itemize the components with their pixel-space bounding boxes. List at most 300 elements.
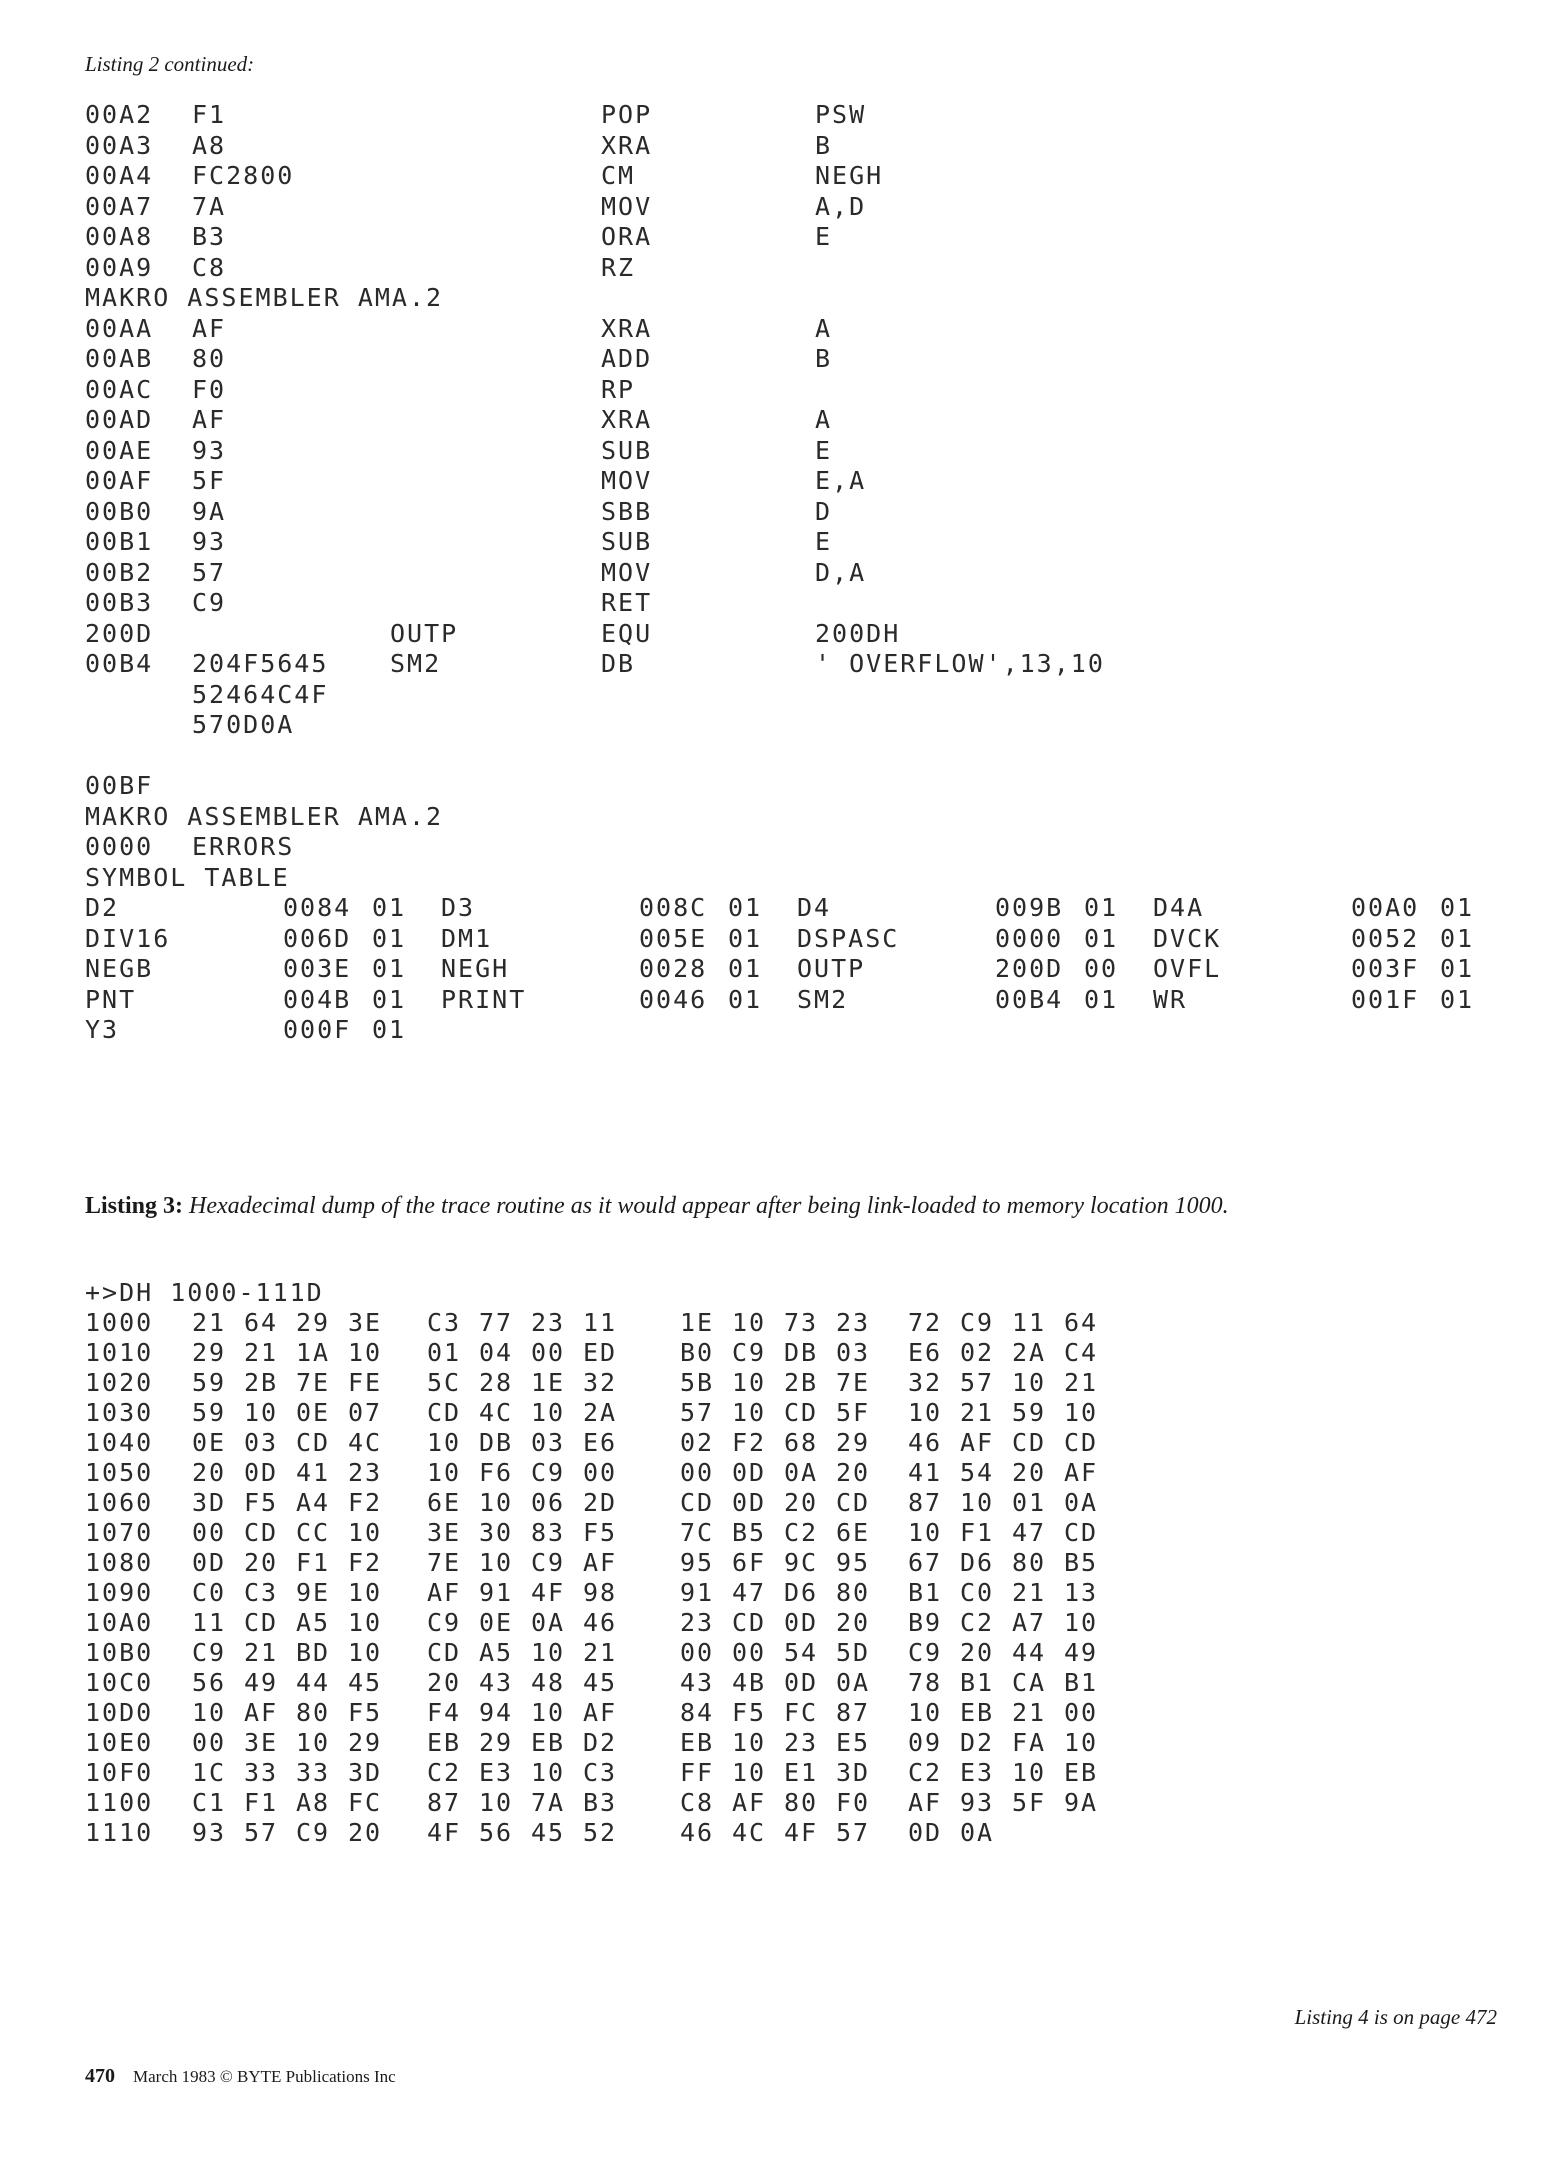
dump-byte: 43 [680,1668,715,1697]
line-label: OUTP [390,618,459,648]
symbol-name: DIV16 [85,923,171,953]
dump-byte: 29 [836,1428,871,1457]
dump-byte: 0D [908,1818,943,1847]
dump-byte: 4C [348,1428,383,1457]
line-operand: 200DH [815,618,901,648]
dump-byte: 0A [531,1608,566,1637]
line-object-code: F0 [192,374,227,404]
dump-byte: E5 [836,1728,871,1757]
dump-byte: 10 [1064,1608,1099,1637]
dump-byte: 10 [531,1758,566,1787]
symbol-value: 0046 [639,984,708,1014]
dump-byte: E3 [960,1758,995,1787]
dump-byte: 45 [531,1818,566,1847]
dump-byte: 2B [244,1368,279,1397]
dump-byte: CD [427,1638,462,1667]
dump-byte: BD [296,1638,331,1667]
line-opcode: MOV [601,557,653,587]
line-address: 00AF [85,466,154,495]
dump-byte: 1E [531,1368,566,1397]
dump-byte: CD [296,1428,331,1457]
line-opcode: POP [601,100,653,129]
dump-byte: 10 [908,1518,943,1547]
dump-byte: CD [836,1488,871,1517]
dump-byte: 9E [296,1578,331,1607]
line-opcode: XRA [601,405,653,434]
dump-byte: 02 [960,1338,995,1367]
symbol-name: D3 [441,893,476,922]
dump-address: 1080 [85,1548,154,1577]
dump-byte: CD [784,1398,819,1427]
dump-byte: 49 [1064,1638,1099,1667]
dump-byte: 23 [836,1308,871,1337]
dump-byte: 10 [732,1308,767,1337]
dump-byte: B5 [732,1518,767,1547]
dump-byte: 07 [348,1398,383,1427]
symbol-type: 01 [1440,954,1475,983]
dump-byte: 3D [836,1758,871,1787]
dump-byte: D2 [960,1728,995,1757]
dump-byte: 0D [784,1608,819,1637]
dump-byte: C0 [192,1578,227,1607]
dump-byte: 49 [244,1668,279,1697]
line-opcode: MOV [601,191,653,221]
dump-byte: 59 [192,1368,227,1397]
line-object-code: FC2800 [192,161,295,190]
line-address: 00A9 [85,252,154,282]
dump-byte: 20 [427,1668,462,1697]
symbol-type: 01 [372,923,407,953]
dump-byte: 29 [192,1338,227,1367]
dump-byte: 7E [427,1548,462,1577]
symbol-type: 01 [1440,893,1475,922]
dump-byte: C3 [427,1308,462,1337]
line-address: 00B2 [85,557,154,587]
dump-byte: 47 [1012,1518,1047,1547]
dump-byte: 09 [908,1728,943,1757]
dump-byte: CD [244,1518,279,1547]
dump-byte: 10 [479,1488,514,1517]
dump-address: 1110 [85,1818,154,1847]
dump-byte: 21 [1012,1698,1047,1727]
dump-byte: C3 [583,1758,618,1787]
symbol-type: 01 [728,954,763,983]
dump-byte: C0 [960,1578,995,1607]
symbol-value: 0000 [995,923,1064,953]
dump-byte: 20 [192,1458,227,1487]
symbol-name: NEGH [441,954,510,983]
symbol-name: DVCK [1153,923,1222,953]
line-object-code: C9 [192,588,227,617]
dump-byte: 10 [348,1578,383,1607]
dump-byte: C9 [732,1338,767,1367]
dump-byte: 10 [1064,1398,1099,1427]
dump-byte: 03 [244,1428,279,1457]
symbol-name: Y3 [85,1015,120,1044]
dump-byte: C9 [531,1548,566,1577]
dump-byte: 30 [479,1518,514,1547]
dump-byte: 0A [960,1818,995,1847]
line-operand: PSW [815,100,867,129]
dump-byte: B5 [1064,1548,1099,1577]
dump-byte: 29 [348,1728,383,1757]
dump-byte: FA [1012,1728,1047,1757]
symbol-value: 000F [283,1015,352,1044]
line-address: 00AB [85,344,154,373]
symbol-name: D2 [85,893,120,922]
dump-byte: A5 [296,1608,331,1637]
dump-byte: F2 [348,1488,383,1517]
dump-byte: 10 [732,1758,767,1787]
dump-byte: 23 [531,1308,566,1337]
line-operand: B [815,130,833,160]
line-object-code: 5F [192,466,227,495]
symbol-name: OUTP [797,954,866,983]
line-object-code: 57 [192,557,227,587]
dump-byte: 04 [479,1338,514,1367]
dump-byte: 33 [244,1758,279,1787]
line-address: 00B1 [85,527,154,556]
dump-address: 10E0 [85,1728,154,1757]
line-opcode: DB [601,649,636,678]
line-address: SYMBOL TABLE [85,862,290,892]
symbol-type: 01 [1084,893,1119,922]
dump-byte: 87 [836,1698,871,1727]
dump-byte: 20 [348,1818,383,1847]
dump-byte: 11 [583,1308,618,1337]
continuation-note: Listing 4 is on page 472 [1294,2005,1497,2029]
symbol-value: 0084 [283,893,352,922]
symbol-value: 009B [995,893,1064,922]
symbol-name: SM2 [797,984,849,1014]
line-object-code: AF [192,405,227,434]
dump-byte: EB [531,1728,566,1757]
dump-byte: C1 [192,1788,227,1817]
dump-byte: F5 [732,1698,767,1727]
dump-byte: 46 [583,1608,618,1637]
dump-byte: AF [427,1578,462,1607]
dump-byte: 80 [296,1698,331,1727]
dump-byte: 10 [531,1698,566,1727]
symbol-type: 01 [372,1015,407,1044]
line-operand: ' OVERFLOW',13,10 [815,649,1105,678]
symbol-type: 00 [1084,954,1119,983]
dump-byte: 0E [479,1608,514,1637]
dump-byte: CD [680,1488,715,1517]
line-object-code: F1 [192,100,227,129]
symbol-value: 006D [283,923,352,953]
line-object-code: 9A [192,496,227,526]
dump-byte: 9A [1064,1788,1099,1817]
symbol-value: 003F [1351,954,1420,983]
dump-byte: 5D [836,1638,871,1667]
symbol-type: 01 [728,893,763,922]
dump-byte: C9 [531,1458,566,1487]
dump-byte: 5C [427,1368,462,1397]
dump-byte: AF [1064,1458,1099,1487]
dump-byte: 20 [244,1548,279,1577]
symbol-name: NEGB [85,954,154,983]
line-address: 00A7 [85,191,154,221]
dump-byte: 46 [680,1818,715,1847]
dump-byte: 21 [192,1308,227,1337]
dump-byte: 20 [836,1458,871,1487]
dump-byte: AF [908,1788,943,1817]
dump-byte: 20 [960,1638,995,1667]
line-opcode: SUB [601,435,653,465]
line-address: 200D [85,618,154,648]
dump-byte: 23 [784,1728,819,1757]
line-label: SM2 [390,649,442,678]
dump-byte: 93 [192,1818,227,1847]
dump-byte: 32 [908,1368,943,1397]
symbol-value: 003E [283,954,352,983]
symbol-value: 0052 [1351,923,1420,953]
dump-byte: B1 [1064,1668,1099,1697]
line-operand: D [815,496,833,526]
dump-byte: 57 [836,1818,871,1847]
dump-byte: 0E [296,1398,331,1427]
dump-byte: F1 [244,1788,279,1817]
dump-byte: 2A [583,1398,618,1427]
dump-byte: 95 [836,1548,871,1577]
symbol-value: 200D [995,954,1064,983]
dump-byte: 00 [1064,1698,1099,1727]
line-address: 00BF [85,771,154,800]
dump-byte: 10 [348,1338,383,1367]
symbol-name: DM1 [441,923,493,953]
line-operand: B [815,344,833,373]
dump-byte: 13 [1064,1578,1099,1607]
dump-byte: F2 [348,1548,383,1577]
dump-byte: 93 [960,1788,995,1817]
line-opcode: XRA [601,130,653,160]
dump-byte: 33 [296,1758,331,1787]
dump-address: 1090 [85,1578,154,1607]
dump-byte: 10 [960,1488,995,1517]
dump-byte: C8 [680,1788,715,1817]
dump-address: 10C0 [85,1668,154,1697]
dump-byte: 95 [680,1548,715,1577]
dump-byte: 4C [479,1398,514,1427]
dump-address: 10A0 [85,1608,154,1637]
page-number: 470 [85,2065,115,2087]
dump-byte: AF [732,1788,767,1817]
dump-byte: 94 [479,1698,514,1727]
symbol-type: 01 [728,984,763,1014]
dump-byte: 00 [732,1638,767,1667]
dump-byte: 10 [348,1638,383,1667]
line-operand: A [815,313,833,343]
line-address: 00AE [85,435,154,465]
dump-byte: C2 [427,1758,462,1787]
dump-byte: 45 [348,1668,383,1697]
dump-byte: CD [1064,1518,1099,1547]
listing-3-caption [85,1193,1229,1220]
dump-byte: 87 [908,1488,943,1517]
dump-byte: 10 [732,1398,767,1427]
line-object-code: 570D0A [192,710,295,739]
symbol-value: 0028 [639,954,708,983]
symbol-type: 01 [1084,984,1119,1014]
dump-byte: 41 [908,1458,943,1487]
dump-byte: A8 [296,1788,331,1817]
dump-byte: 6F [732,1548,767,1577]
dump-byte: AF [583,1548,618,1577]
dump-byte: FE [348,1368,383,1397]
dump-byte: 32 [583,1368,618,1397]
dump-byte: 21 [583,1638,618,1667]
dump-address: 1030 [85,1398,154,1427]
dump-address: 10B0 [85,1638,154,1667]
line-object-code: C8 [192,252,227,282]
dump-byte: C9 [960,1308,995,1337]
line-object-code: A8 [192,130,227,160]
dump-byte: 4B [732,1668,767,1697]
dump-byte: 03 [531,1428,566,1457]
dump-byte: 0D [244,1458,279,1487]
line-address: 00AC [85,374,154,404]
line-address: 00B3 [85,588,154,617]
dump-byte: F5 [244,1488,279,1517]
dump-byte: AF [960,1428,995,1457]
dump-byte: E6 [908,1338,943,1367]
dump-byte: DB [784,1338,819,1367]
dump-byte: 83 [531,1518,566,1547]
symbol-name: PRINT [441,984,527,1014]
dump-byte: 41 [296,1458,331,1487]
dump-address: 1100 [85,1788,154,1817]
dump-byte: 5F [836,1398,871,1427]
line-opcode: RET [601,588,653,617]
dump-byte: 2B [784,1368,819,1397]
dump-byte: 20 [836,1608,871,1637]
dump-byte: 21 [244,1338,279,1367]
dump-byte: 0A [1064,1488,1099,1517]
dump-byte: 47 [732,1578,767,1607]
dump-byte: 10 [908,1398,943,1427]
line-object-code: 93 [192,435,227,465]
listing-3-description: Hexadecimal dump of the trace routine as it would appear after being link-loaded to memory location 1000. [183,1193,1229,1219]
dump-byte: F1 [960,1518,995,1547]
dump-byte: 67 [908,1548,943,1577]
dump-byte: CC [296,1518,331,1547]
dump-byte: 59 [1012,1398,1047,1427]
dump-byte: D6 [784,1578,819,1607]
line-opcode: SBB [601,496,653,526]
dump-byte: 10 [192,1698,227,1727]
line-opcode: RP [601,374,636,404]
dump-byte: 98 [583,1578,618,1607]
dump-byte: 54 [784,1638,819,1667]
dump-byte: CD [1012,1428,1047,1457]
dump-byte: B1 [908,1578,943,1607]
symbol-name: WR [1153,984,1188,1014]
dump-byte: E1 [784,1758,819,1787]
line-address: 00B4 [85,649,154,678]
symbol-type: 01 [372,893,407,922]
line-operand: E [815,222,833,251]
dump-byte: 7C [680,1518,715,1547]
line-operand: NEGH [815,161,884,190]
dump-byte: 57 [680,1398,715,1427]
dump-byte: 10 [531,1398,566,1427]
dump-byte: 3E [348,1308,383,1337]
dump-byte: CD [244,1608,279,1637]
dump-byte: 45 [583,1668,618,1697]
dump-byte: 68 [784,1428,819,1457]
line-operand: D,A [815,557,867,587]
dump-byte: 01 [427,1338,462,1367]
dump-byte: 10 [531,1638,566,1667]
dump-address: 1050 [85,1458,154,1487]
line-object-code: 204F5645 [192,649,329,678]
dump-byte: 6E [836,1518,871,1547]
dump-byte: 3E [244,1728,279,1757]
dump-byte: 10 [908,1698,943,1727]
dump-byte: 10 [244,1398,279,1427]
dump-byte: 10 [1064,1728,1099,1757]
dump-byte: B0 [680,1338,715,1367]
dump-byte: 0A [784,1458,819,1487]
symbol-type: 01 [728,923,763,953]
dump-byte: 11 [1012,1308,1047,1337]
dump-byte: 21 [1012,1578,1047,1607]
dump-byte: 10 [1012,1758,1047,1787]
dump-byte: 00 [531,1338,566,1367]
line-opcode: XRA [601,313,653,343]
dump-byte: 02 [680,1428,715,1457]
dump-byte: 54 [960,1458,995,1487]
dump-byte: 23 [348,1458,383,1487]
dump-byte: 77 [479,1308,514,1337]
dump-byte: 7E [296,1368,331,1397]
dump-byte: 7E [836,1368,871,1397]
dump-byte: 64 [1064,1308,1099,1337]
dump-byte: 56 [192,1668,227,1697]
symbol-name: DSPASC [797,923,900,953]
symbol-value: 001F [1351,984,1420,1014]
dump-byte: C9 [427,1608,462,1637]
line-operand: E,A [815,466,867,495]
dump-byte: FC [348,1788,383,1817]
dump-byte: 48 [531,1668,566,1697]
line-operand: E [815,435,833,465]
dump-byte: C9 [296,1818,331,1847]
dump-byte: 10 [479,1548,514,1577]
line-object-code: 52464C4F [192,679,329,709]
dump-byte: AF [244,1698,279,1727]
dump-byte: 73 [784,1308,819,1337]
line-opcode: CM [601,161,636,190]
symbol-value: 005E [639,923,708,953]
dump-byte: 03 [836,1338,871,1367]
listing-continued-heading: Listing 2 continued: [85,52,255,76]
dump-byte: 4F [427,1818,462,1847]
dump-byte: 4F [531,1578,566,1607]
dump-byte: 80 [784,1788,819,1817]
symbol-type: 01 [372,984,407,1014]
dump-address: 1060 [85,1488,154,1517]
dump-byte: C3 [244,1578,279,1607]
dump-byte: 10 [427,1428,462,1457]
dump-byte: 3D [348,1758,383,1787]
line-object-code: AF [192,313,227,343]
dump-byte: EB [960,1698,995,1727]
dump-byte: 5F [1012,1788,1047,1817]
line-operand: A,D [815,191,867,221]
line-opcode: RZ [601,252,636,282]
